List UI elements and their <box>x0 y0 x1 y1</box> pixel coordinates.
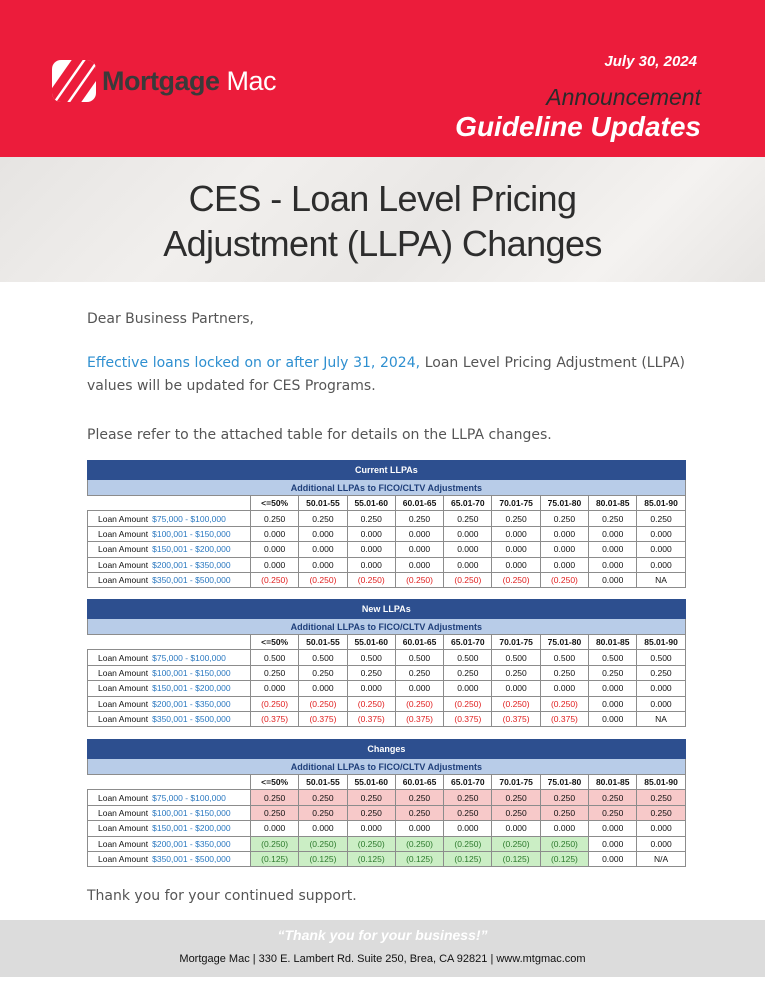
effective-paragraph: Effective loans locked on or after July 31, 2024, Loan Level Pricing Adjustment (LLPA) values will be updated for CES Programs. <box>87 355 685 394</box>
column-header: 65.01-70 <box>444 496 492 511</box>
value-cell: 0.500 <box>347 650 395 665</box>
value-cell: (0.250) <box>444 572 492 587</box>
value-cell: 0.000 <box>251 542 299 557</box>
value-cell: 0.250 <box>492 790 540 805</box>
value-cell: 0.000 <box>444 821 492 836</box>
value-cell: 0.000 <box>347 681 395 696</box>
column-header: 85.01-90 <box>637 775 685 790</box>
value-cell: (0.250) <box>347 572 395 587</box>
value-cell: (0.125) <box>395 851 443 866</box>
column-header: 70.01-75 <box>492 496 540 511</box>
loan-amount-range: $350,001 - $500,000 <box>152 854 231 865</box>
value-cell: (0.375) <box>444 711 492 726</box>
row-label <box>88 511 251 526</box>
value-cell: 0.250 <box>637 511 685 526</box>
value-cell: (0.250) <box>540 572 588 587</box>
value-cell: 0.000 <box>540 821 588 836</box>
changes-table <box>87 739 686 867</box>
value-cell: 0.000 <box>589 557 637 572</box>
value-cell: (0.250) <box>347 696 395 711</box>
value-cell: 0.000 <box>492 542 540 557</box>
value-cell: 0.000 <box>251 681 299 696</box>
row-label <box>88 836 251 851</box>
value-cell: 0.000 <box>395 542 443 557</box>
value-cell: 0.250 <box>299 665 347 680</box>
row-label <box>88 572 251 587</box>
value-cell: 0.250 <box>299 790 347 805</box>
row-label-text: Loan Amount <box>98 807 149 818</box>
value-cell: 0.000 <box>637 526 685 541</box>
column-header: <=50% <box>251 635 299 650</box>
value-cell: 0.000 <box>299 526 347 541</box>
loan-amount-range: $100,001 - $150,000 <box>152 667 231 678</box>
value-cell: 0.250 <box>492 511 540 526</box>
value-cell: 0.000 <box>589 572 637 587</box>
value-cell: 0.000 <box>637 696 685 711</box>
value-cell: 0.250 <box>444 805 492 820</box>
row-label <box>88 790 251 805</box>
value-cell: (0.250) <box>251 572 299 587</box>
row-label <box>88 526 251 541</box>
value-cell: 0.500 <box>299 650 347 665</box>
column-header: <=50% <box>251 496 299 511</box>
row-label-text: Loan Amount <box>98 652 149 663</box>
greeting: Dear Business Partners, <box>87 311 254 327</box>
row-label-text: Loan Amount <box>98 575 149 586</box>
value-cell: 0.500 <box>395 650 443 665</box>
header-blank-cell <box>88 496 251 511</box>
value-cell: 0.250 <box>444 790 492 805</box>
value-cell: 0.250 <box>540 665 588 680</box>
column-header: 50.01-55 <box>299 635 347 650</box>
table-row <box>88 790 686 805</box>
value-cell: 0.000 <box>444 681 492 696</box>
table-row <box>88 836 686 851</box>
value-cell: (0.125) <box>540 851 588 866</box>
value-cell: 0.250 <box>540 805 588 820</box>
table-subtitle: Additional LLPAs to FICO/CLTV Adjustments <box>88 619 686 635</box>
value-cell: 0.000 <box>444 526 492 541</box>
value-cell: 0.250 <box>637 790 685 805</box>
thanks-paragraph: Thank you for your continued support. <box>87 888 357 904</box>
value-cell: N/A <box>637 851 685 866</box>
table-title-row <box>88 740 686 759</box>
table-title: Current LLPAs <box>88 461 686 480</box>
loan-amount-range: $100,001 - $150,000 <box>152 528 231 539</box>
row-label-text: Loan Amount <box>98 714 149 725</box>
column-header: 85.01-90 <box>637 496 685 511</box>
value-cell: 0.500 <box>589 650 637 665</box>
column-header: 60.01-65 <box>395 775 443 790</box>
row-label <box>88 557 251 572</box>
value-cell: 0.000 <box>589 836 637 851</box>
value-cell: 0.250 <box>251 511 299 526</box>
value-cell: (0.250) <box>299 572 347 587</box>
value-cell: (0.250) <box>251 696 299 711</box>
table-subtitle: Additional LLPAs to FICO/CLTV Adjustments <box>88 759 686 775</box>
row-label-text: Loan Amount <box>98 792 149 803</box>
table-title: New LLPAs <box>88 600 686 619</box>
value-cell: (0.375) <box>492 711 540 726</box>
value-cell: 0.250 <box>395 665 443 680</box>
table-row <box>88 821 686 836</box>
value-cell: (0.250) <box>540 696 588 711</box>
row-label <box>88 542 251 557</box>
value-cell: 0.500 <box>637 650 685 665</box>
column-header: 60.01-65 <box>395 496 443 511</box>
row-label-text: Loan Amount <box>98 823 149 834</box>
value-cell: (0.125) <box>299 851 347 866</box>
table-row <box>88 665 686 680</box>
row-label <box>88 665 251 680</box>
table-title: Changes <box>88 740 686 759</box>
value-cell: 0.000 <box>589 821 637 836</box>
table-title-row <box>88 461 686 480</box>
table-header-row <box>88 496 686 511</box>
column-header: 55.01-60 <box>347 635 395 650</box>
loan-amount-range: $100,001 - $150,000 <box>152 807 231 818</box>
value-cell: 0.000 <box>637 821 685 836</box>
value-cell: (0.250) <box>395 696 443 711</box>
value-cell: 0.250 <box>589 665 637 680</box>
row-label <box>88 650 251 665</box>
value-cell: 0.500 <box>444 650 492 665</box>
value-cell: 0.000 <box>540 681 588 696</box>
row-label <box>88 821 251 836</box>
effective-date-text: Effective loans locked on or after July 31, 2024, <box>87 355 421 371</box>
value-cell: (0.250) <box>299 696 347 711</box>
value-cell: 0.000 <box>492 557 540 572</box>
row-label-text: Loan Amount <box>98 683 149 694</box>
row-label <box>88 851 251 866</box>
value-cell: (0.375) <box>347 711 395 726</box>
value-cell: 0.000 <box>589 681 637 696</box>
mortgage-mac-logo <box>52 60 276 102</box>
table-subtitle-row <box>88 759 686 775</box>
value-cell: 0.000 <box>299 542 347 557</box>
value-cell: NA <box>637 711 685 726</box>
value-cell: 0.000 <box>492 681 540 696</box>
row-label-text: Loan Amount <box>98 559 149 570</box>
value-cell: 0.250 <box>395 790 443 805</box>
column-header: <=50% <box>251 775 299 790</box>
value-cell: 0.000 <box>251 821 299 836</box>
loan-amount-range: $150,001 - $200,000 <box>152 544 231 555</box>
value-cell: 0.000 <box>299 681 347 696</box>
value-cell: (0.250) <box>540 836 588 851</box>
value-cell: (0.250) <box>492 696 540 711</box>
value-cell: 0.000 <box>299 821 347 836</box>
value-cell: 0.500 <box>251 650 299 665</box>
loan-amount-range: $150,001 - $200,000 <box>152 823 231 834</box>
value-cell: 0.000 <box>395 557 443 572</box>
row-label <box>88 696 251 711</box>
table-title-row <box>88 600 686 619</box>
table-row <box>88 542 686 557</box>
value-cell: 0.000 <box>395 526 443 541</box>
logo-mark-icon <box>52 60 96 102</box>
value-cell: 0.000 <box>637 542 685 557</box>
value-cell: 0.000 <box>540 557 588 572</box>
loan-amount-range: $75,000 - $100,000 <box>152 513 226 524</box>
value-cell: 0.250 <box>589 511 637 526</box>
value-cell: 0.000 <box>444 542 492 557</box>
value-cell: (0.250) <box>395 572 443 587</box>
column-header: 55.01-60 <box>347 496 395 511</box>
value-cell: 0.250 <box>540 790 588 805</box>
value-cell: (0.250) <box>444 696 492 711</box>
value-cell: (0.125) <box>347 851 395 866</box>
loan-amount-range: $75,000 - $100,000 <box>152 792 226 803</box>
column-header: 75.01-80 <box>540 775 588 790</box>
page-title: CES - Loan Level Pricing Adjustment (LLPA) Changes <box>163 178 602 264</box>
value-cell: 0.000 <box>589 711 637 726</box>
value-cell: 0.000 <box>540 526 588 541</box>
value-cell: 0.250 <box>299 511 347 526</box>
column-header: 80.01-85 <box>589 635 637 650</box>
table-row <box>88 650 686 665</box>
value-cell: (0.250) <box>347 836 395 851</box>
value-cell: 0.000 <box>251 557 299 572</box>
value-cell: 0.250 <box>347 805 395 820</box>
table-header-row <box>88 635 686 650</box>
value-cell: 0.000 <box>347 821 395 836</box>
value-cell: 0.250 <box>444 511 492 526</box>
value-cell: NA <box>637 572 685 587</box>
value-cell: 0.250 <box>395 805 443 820</box>
table-header-row <box>88 775 686 790</box>
column-header: 50.01-55 <box>299 775 347 790</box>
value-cell: 0.000 <box>251 526 299 541</box>
value-cell: 0.000 <box>637 681 685 696</box>
value-cell: (0.250) <box>299 836 347 851</box>
loan-amount-range: $350,001 - $500,000 <box>152 575 231 586</box>
value-cell: 0.000 <box>347 557 395 572</box>
loan-amount-range: $350,001 - $500,000 <box>152 714 231 725</box>
loan-amount-range: $200,001 - $350,000 <box>152 559 231 570</box>
value-cell: (0.125) <box>251 851 299 866</box>
row-label-text: Loan Amount <box>98 698 149 709</box>
value-cell: 0.000 <box>589 542 637 557</box>
column-header: 60.01-65 <box>395 635 443 650</box>
announcement-date: July 30, 2024 <box>604 53 697 70</box>
column-header: 65.01-70 <box>444 635 492 650</box>
value-cell: (0.250) <box>395 836 443 851</box>
column-header: 70.01-75 <box>492 635 540 650</box>
value-cell: (0.250) <box>492 836 540 851</box>
row-label-text: Loan Amount <box>98 854 149 865</box>
row-label <box>88 711 251 726</box>
value-cell: 0.000 <box>299 557 347 572</box>
header-blank-cell <box>88 635 251 650</box>
table-row <box>88 557 686 572</box>
current-llpas-table <box>87 460 686 588</box>
column-header: 70.01-75 <box>492 775 540 790</box>
value-cell: 0.000 <box>589 851 637 866</box>
value-cell: 0.000 <box>637 836 685 851</box>
value-cell: 0.250 <box>492 665 540 680</box>
loan-amount-range: $150,001 - $200,000 <box>152 683 231 694</box>
value-cell: 0.000 <box>492 821 540 836</box>
table-subtitle-row <box>88 480 686 496</box>
row-label-text: Loan Amount <box>98 528 149 539</box>
value-cell: 0.500 <box>540 650 588 665</box>
loan-amount-range: $200,001 - $350,000 <box>152 838 231 849</box>
value-cell: 0.250 <box>299 805 347 820</box>
row-label-text: Loan Amount <box>98 667 149 678</box>
value-cell: 0.250 <box>251 665 299 680</box>
table-subtitle: Additional LLPAs to FICO/CLTV Adjustments <box>88 480 686 496</box>
value-cell: 0.000 <box>589 526 637 541</box>
value-cell: (0.250) <box>444 836 492 851</box>
row-label-text: Loan Amount <box>98 513 149 524</box>
value-cell: 0.250 <box>347 790 395 805</box>
column-header: 75.01-80 <box>540 635 588 650</box>
table-row <box>88 711 686 726</box>
table-subtitle-row <box>88 619 686 635</box>
value-cell: 0.000 <box>492 526 540 541</box>
loan-amount-range: $200,001 - $350,000 <box>152 698 231 709</box>
value-cell: (0.250) <box>251 836 299 851</box>
value-cell: (0.125) <box>444 851 492 866</box>
value-cell: 0.000 <box>589 696 637 711</box>
row-label <box>88 805 251 820</box>
value-cell: (0.375) <box>299 711 347 726</box>
header-blank-cell <box>88 775 251 790</box>
row-label-text: Loan Amount <box>98 838 149 849</box>
value-cell: 0.250 <box>395 511 443 526</box>
value-cell: 0.250 <box>637 665 685 680</box>
value-cell: 0.250 <box>347 511 395 526</box>
value-cell: 0.000 <box>395 821 443 836</box>
value-cell: 0.000 <box>444 557 492 572</box>
value-cell: (0.375) <box>251 711 299 726</box>
row-label <box>88 681 251 696</box>
value-cell: 0.000 <box>637 557 685 572</box>
value-cell: 0.250 <box>589 790 637 805</box>
footer-address: Mortgage Mac | 330 E. Lambert Rd. Suite 250, Brea, CA 92821 | www.mtgmac.com <box>179 953 586 965</box>
column-header: 80.01-85 <box>589 775 637 790</box>
announcement-label: Announcement <box>546 84 701 110</box>
value-cell: 0.250 <box>589 805 637 820</box>
column-header: 85.01-90 <box>637 635 685 650</box>
column-header: 50.01-55 <box>299 496 347 511</box>
new-llpas-table <box>87 599 686 727</box>
value-cell: (0.375) <box>540 711 588 726</box>
value-cell: 0.000 <box>347 526 395 541</box>
value-cell: 0.250 <box>444 665 492 680</box>
value-cell: 0.250 <box>251 805 299 820</box>
value-cell: 0.250 <box>637 805 685 820</box>
value-cell: 0.000 <box>540 542 588 557</box>
logo-text: Mortgage Mac <box>102 65 277 96</box>
value-cell: 0.250 <box>492 805 540 820</box>
column-header: 65.01-70 <box>444 775 492 790</box>
value-cell: 0.000 <box>395 681 443 696</box>
value-cell: (0.125) <box>492 851 540 866</box>
value-cell: 0.500 <box>492 650 540 665</box>
value-cell: 0.250 <box>251 790 299 805</box>
table-row <box>88 696 686 711</box>
table-row <box>88 681 686 696</box>
column-header: 55.01-60 <box>347 775 395 790</box>
table-row <box>88 511 686 526</box>
footer-quote: “Thank you for your business!” <box>277 927 488 943</box>
guideline-updates-label: Guideline Updates <box>455 111 701 142</box>
loan-amount-range: $75,000 - $100,000 <box>152 652 226 663</box>
column-header: 80.01-85 <box>589 496 637 511</box>
table-row <box>88 805 686 820</box>
value-cell: 0.000 <box>347 542 395 557</box>
value-cell: (0.250) <box>492 572 540 587</box>
value-cell: 0.250 <box>347 665 395 680</box>
table-row <box>88 526 686 541</box>
row-label-text: Loan Amount <box>98 544 149 555</box>
refer-paragraph: Please refer to the attached table for details on the LLPA changes. <box>87 427 552 443</box>
value-cell: (0.375) <box>395 711 443 726</box>
value-cell: 0.250 <box>540 511 588 526</box>
table-row <box>88 572 686 587</box>
table-row <box>88 851 686 866</box>
column-header: 75.01-80 <box>540 496 588 511</box>
header-banner <box>0 0 765 157</box>
